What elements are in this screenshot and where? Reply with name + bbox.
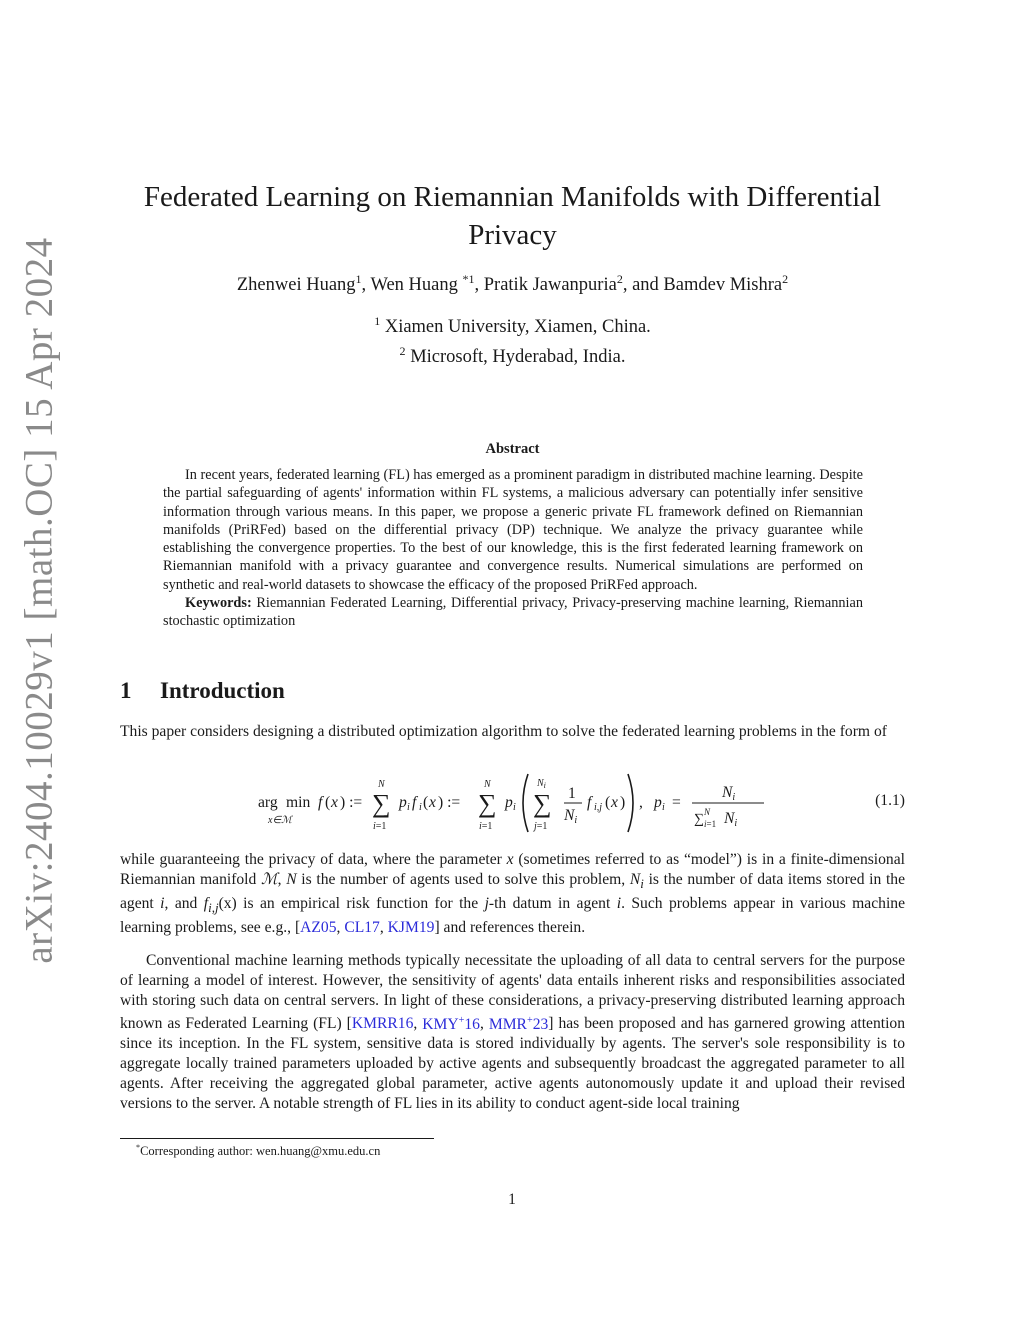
equation-number: (1.1) xyxy=(875,792,905,809)
svg-text:∑: ∑ xyxy=(694,812,704,827)
affiliation-1 xyxy=(120,314,905,338)
math-subscript: i,j xyxy=(208,899,219,915)
citation-sup: + xyxy=(526,1014,533,1026)
text-run: Conventional machine learning methods typically necessitate the uploading of all data to central servers for the purpose of learning a model of interest. However, the sensitivity of agents' data entails inherent risks and responsibilities associated with storing such data on central servers. In light of these considerations, a privacy-preserving distributed learning approach known as Federated Learning (FL) [ xyxy=(120,952,905,1033)
math-var: N xyxy=(629,870,641,888)
svg-text:x: x xyxy=(429,794,436,811)
paragraph-2-text xyxy=(120,850,905,937)
affiliation-text: Microsoft, Hyderabad, India. xyxy=(405,347,626,368)
math-var: N xyxy=(286,870,297,888)
math-var: i xyxy=(616,894,622,912)
svg-text:∑: ∑ xyxy=(478,789,497,818)
title-line-2: Privacy xyxy=(468,219,557,251)
text-run: , xyxy=(479,1015,489,1033)
math-var: ℳ xyxy=(260,870,278,888)
math-var: i xyxy=(160,894,165,912)
citation-link[interactable] xyxy=(489,1016,548,1033)
footnote-text: Corresponding author: wen.huang@xmu.edu.cn xyxy=(140,1144,381,1159)
section-heading xyxy=(120,678,285,704)
section-number: 1 xyxy=(120,678,132,703)
svg-text:(: ( xyxy=(325,794,331,811)
abstract-heading: Abstract xyxy=(485,441,540,457)
svg-text:) :=: ) := xyxy=(340,794,363,811)
svg-text:N: N xyxy=(484,779,491,790)
author-list xyxy=(120,272,905,296)
citation-text: 16 xyxy=(464,1015,480,1033)
footnote-mark: * xyxy=(136,1143,141,1152)
svg-text:j=1: j=1 xyxy=(534,821,548,832)
text-run: is an empirical risk function for the xyxy=(236,894,485,912)
citation-text: KMY xyxy=(422,1015,459,1033)
author-separator: , xyxy=(361,275,371,296)
svg-text:f: f xyxy=(318,794,323,811)
svg-text:x∈ℳ: x∈ℳ xyxy=(268,815,292,826)
section-title: Introduction xyxy=(160,678,285,703)
abstract-text: In recent years, federated learning (FL) has emerged as a prominent paradigm in distributed machine learning. Despite the partial safeguarding of agents' information within FL systems, a malicious adversary can potentially infer sensitive information through various means. In this paper, we propose a generic private FL framework defined on Riemannian manifolds (PriRFed) based on the differential privacy (DP) technique. We analyze the privacy guarantee while establishing the convergence properties. To the best of our knowledge, this is the first federated learning framework on Riemannian manifold with a privacy guarantee and convergence results. Numerical simulations are performed on synthetic and real-world datasets to showcase the efficacy of the proposed PriRFed approach. xyxy=(163,467,863,593)
svg-text:x: x xyxy=(331,794,338,811)
text-run: , xyxy=(336,918,345,936)
svg-text:i: i xyxy=(419,802,422,813)
text-run: ] has been proposed and has garnered growing attention since its inception. In the FL system, sensitive data is stored individually by agents. The server's sole responsibility is to aggregate locally trained parameters uploaded by active agents and subsequently broadcast the aggregated parameter to all agents. After receiving the aggregated global parameter, active agents autonomously update it and upload their revised versions to the server. A notable strength of FL lies in its ability to conduct agent-side local training xyxy=(120,1015,906,1112)
text-run: ] and references therein. xyxy=(434,918,586,936)
svg-text:=: = xyxy=(672,794,681,811)
svg-text:i: i xyxy=(513,802,516,813)
svg-text:i=1: i=1 xyxy=(704,819,717,829)
citation-sup: + xyxy=(458,1014,465,1026)
text-run: , xyxy=(413,1015,423,1033)
svg-text:p: p xyxy=(399,794,407,811)
text-run: , xyxy=(277,870,287,888)
svg-text:Ni: Ni xyxy=(564,807,578,826)
svg-text:p: p xyxy=(654,794,662,811)
author-affil-mark: *1 xyxy=(462,272,475,286)
svg-text:∑: ∑ xyxy=(533,789,552,818)
svg-text:): ) xyxy=(620,794,626,811)
author-separator: , xyxy=(474,275,484,296)
abstract-body xyxy=(163,466,863,631)
text-run: is the number of agents used to solve this problem, xyxy=(296,870,630,888)
svg-text:) :=: ) := xyxy=(438,794,461,811)
svg-text:i: i xyxy=(407,802,410,813)
math-subscript: i xyxy=(640,875,644,891)
svg-text:i=1: i=1 xyxy=(479,821,493,832)
svg-text:i=1: i=1 xyxy=(373,821,387,832)
text-run: (x) xyxy=(218,894,237,912)
svg-text:1: 1 xyxy=(568,785,576,802)
citation-link[interactable] xyxy=(422,1016,480,1033)
page-number: 1 xyxy=(508,1191,516,1208)
equation-1-1 xyxy=(120,770,905,836)
svg-text:p: p xyxy=(505,794,513,811)
affiliation-mark: 2 xyxy=(399,344,406,358)
svg-text:∑: ∑ xyxy=(372,789,391,818)
footnote xyxy=(136,1143,380,1159)
text-run: , and xyxy=(164,894,204,912)
svg-text:(: ( xyxy=(605,794,611,811)
citation-link[interactable]: AZ05 xyxy=(300,918,337,936)
footnote-rule xyxy=(120,1138,434,1139)
svg-text:N: N xyxy=(378,779,385,790)
svg-text:f: f xyxy=(587,794,592,811)
paper-title xyxy=(120,178,905,254)
svg-text:Ni: Ni xyxy=(724,810,738,829)
math-var: j xyxy=(484,894,489,912)
svg-text:,: , xyxy=(639,794,643,811)
citation-link[interactable]: CL17 xyxy=(344,918,380,936)
citation-link[interactable]: KJM19 xyxy=(387,918,435,936)
text-run: (sometimes referred to as “model”) is in a finite-dimensional Riemannian manifold xyxy=(120,851,905,888)
equation-graphic xyxy=(120,770,840,836)
author-name: Bamdev Mishra xyxy=(663,275,783,296)
title-line-1: Federated Learning on Riemannian Manifolds with Differential xyxy=(143,181,882,213)
affiliation-mark: 1 xyxy=(374,314,381,328)
text-run: . Such problems appear in various machine learning problems, see e.g., [ xyxy=(120,894,905,936)
svg-text:arg: arg xyxy=(258,794,278,811)
svg-text:N: N xyxy=(704,807,711,817)
keywords xyxy=(163,594,863,631)
math-var: x xyxy=(506,851,514,868)
svg-text:x: x xyxy=(611,794,618,811)
math-var: f xyxy=(203,894,209,912)
arxiv-id-text: arXiv:2404.10029v1 [math.OC] 15 Apr 2024 xyxy=(17,236,61,964)
citation-text: 23 xyxy=(532,1015,549,1033)
text-run: , xyxy=(379,918,388,936)
keywords-label: Keywords: xyxy=(185,595,252,612)
arxiv-watermark xyxy=(8,236,70,964)
author-name: Pratik Jawanpuria xyxy=(483,275,617,296)
text-run: is the number of data items stored in the agent xyxy=(120,870,905,912)
author-affil-mark: 1 xyxy=(355,272,362,286)
svg-text:Ni: Ni xyxy=(722,784,736,803)
paragraph-2 xyxy=(120,850,905,937)
author-name: Zhenwei Huang xyxy=(236,275,356,296)
text-run: -th datum in agent xyxy=(488,894,617,912)
citation-text: MMR xyxy=(488,1015,527,1033)
keywords-text: Riemannian Federated Learning, Differential privacy, Privacy-preserving machine learning, Riemannian stochastic optimization xyxy=(163,595,863,630)
citation-link[interactable]: KMRR16 xyxy=(351,1015,414,1033)
svg-text:min: min xyxy=(286,794,311,811)
paragraph-3-text xyxy=(120,951,905,1114)
paragraph-3 xyxy=(120,951,905,1114)
author-affil-mark: 2 xyxy=(782,272,789,286)
author-affil-mark: 2 xyxy=(616,272,623,286)
svg-text:Ni: $N_i$ xyxy=(537,778,546,790)
svg-text:i: i xyxy=(662,802,665,813)
affiliation-2 xyxy=(120,344,905,368)
svg-text:i,j: i,j xyxy=(594,802,603,813)
author-separator: , and xyxy=(622,275,664,296)
svg-text:(: ( xyxy=(423,794,429,811)
affiliation-text: Xiamen University, Xiamen, China. xyxy=(380,317,651,338)
text-run: while guaranteeing the privacy of data, where the parameter xyxy=(120,851,507,868)
svg-text:f: f xyxy=(412,794,417,811)
intro-text: This paper considers designing a distributed optimization algorithm to solve the federated learning problems in the form of xyxy=(120,723,887,740)
author-name: Wen Huang xyxy=(370,275,463,296)
intro-paragraph xyxy=(120,722,905,742)
